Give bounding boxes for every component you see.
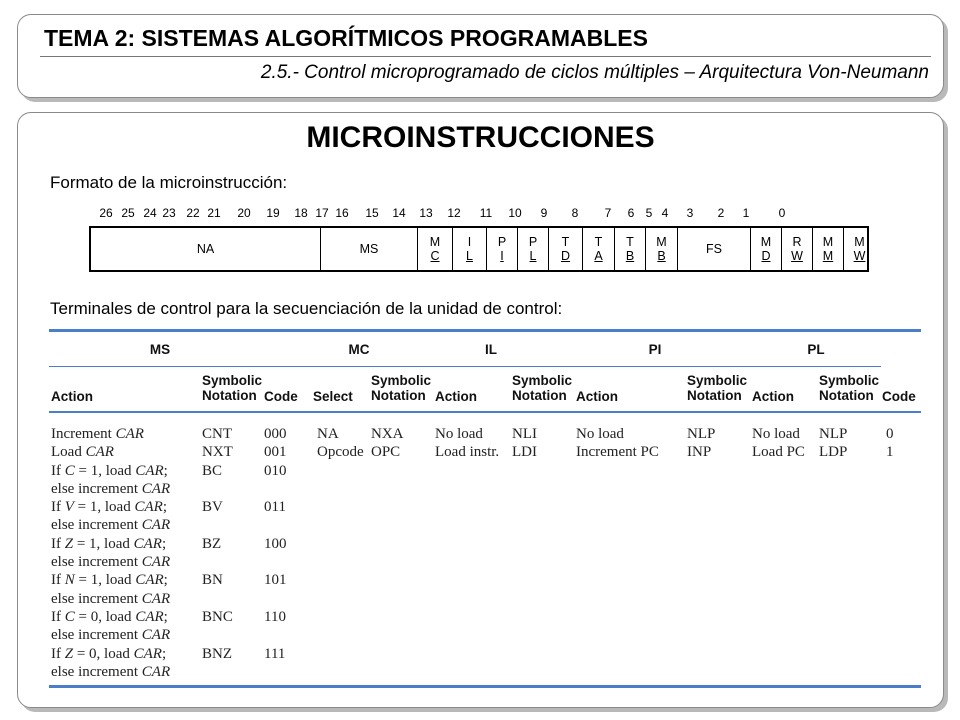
section-subtitle: 2.5.- Control microprogramado de ciclos múltiples – Arquitectura Von-Neumann — [260, 62, 929, 83]
pl-action-column — [752, 425, 805, 462]
bit-number: 9 — [540, 206, 548, 220]
bit-number: 20 — [237, 206, 251, 220]
bit-number: 6 — [627, 206, 635, 220]
field-mm: M M — [813, 228, 844, 270]
pi-symbolic-column — [687, 425, 715, 462]
topic-title: TEMA 2: SISTEMAS ALGORÍTMICOS PROGRAMABLES — [44, 25, 648, 51]
table-cell: If Z = 1, load CAR; — [51, 535, 167, 552]
table-cell: 011 — [264, 499, 286, 516]
table-cell: CNT — [202, 426, 232, 442]
field-td: T D — [549, 228, 583, 270]
table-cell: LDI — [512, 444, 537, 461]
table-cell: Opcode — [317, 444, 364, 461]
bit-number: 25 — [121, 206, 135, 220]
bit-number: 21 — [207, 206, 221, 220]
ms-symbolic-column — [202, 425, 233, 663]
col-header-code: Code — [882, 389, 916, 404]
bit-number: 10 — [508, 206, 522, 220]
bit-number: 1 — [742, 206, 750, 220]
table-cell: 110 — [264, 608, 286, 625]
table-cell: 000 — [264, 426, 287, 442]
bit-number: 14 — [392, 206, 406, 220]
bit-number: 22 — [186, 206, 200, 220]
pl-symbolic-column — [819, 425, 847, 462]
col-header-pl-symbolic: Symbolic Notation — [819, 373, 880, 403]
bit-number: 18 — [294, 206, 308, 220]
ms-code-column — [264, 425, 287, 663]
field-na: NA — [91, 228, 321, 270]
mc-symbolic-column — [371, 425, 404, 462]
bit-number: 4 — [661, 206, 669, 220]
table-cell: NLP — [819, 426, 848, 442]
field-rw: R W — [782, 228, 813, 270]
table-rule — [49, 685, 921, 688]
col-header-ms-action: Action — [51, 389, 93, 404]
table-cell: BC — [202, 462, 223, 479]
table-rule — [49, 411, 921, 413]
col-header-il-action: Action — [435, 389, 477, 404]
table-rule — [49, 366, 881, 367]
table-cell: No load — [752, 426, 800, 442]
table-cell: 010 — [264, 462, 287, 479]
bit-number: 7 — [604, 206, 612, 220]
bit-number: 13 — [419, 206, 433, 220]
il-action-column — [435, 425, 499, 462]
field-ta: T A — [583, 228, 615, 270]
col-header-il-symbolic: Symbolic Notation — [512, 373, 573, 403]
group-header-pi: PI — [648, 342, 662, 357]
col-header-pl-action: Action — [752, 389, 794, 404]
table-cell: else increment CAR — [51, 663, 171, 680]
field-fs: FS — [678, 228, 751, 270]
table-cell: 0 — [886, 426, 894, 442]
field-pl: P L — [518, 228, 549, 270]
table-cell: else increment CAR — [51, 480, 171, 497]
table-cell: OPC — [371, 444, 401, 461]
table-cell: Load instr. — [435, 444, 500, 461]
bit-number: 15 — [365, 206, 379, 220]
table-cell: If N = 1, load CAR; — [51, 572, 168, 589]
pi-action-column — [576, 425, 659, 462]
field-tb: T B — [615, 228, 646, 270]
slide-title: MICROINSTRUCCIONES — [306, 121, 655, 154]
col-header-pi-symbolic: Symbolic Notation — [687, 373, 748, 403]
bit-number: 8 — [571, 206, 579, 220]
table-cell: Increment PC — [576, 444, 659, 461]
microinstruction-format — [89, 226, 869, 272]
col-header-ms-symbolic: Symbolic Notation — [202, 373, 263, 403]
table-cell: If C = 1, load CAR; — [51, 462, 168, 479]
field-il: I L — [453, 228, 487, 270]
table-cell: No load — [435, 426, 483, 442]
control-terminals-label: Terminales de control para la secuenciación de la unidad de control: — [50, 299, 563, 318]
table-cell: BNC — [202, 608, 233, 625]
bit-number: 23 — [162, 206, 176, 220]
table-cell: else increment CAR — [51, 627, 171, 644]
ms-action-column — [51, 425, 170, 681]
table-cell: else increment CAR — [51, 554, 171, 571]
table-cell: Increment CAR — [51, 426, 144, 442]
field-mw: M W — [853, 235, 866, 263]
field-pi: P I — [487, 228, 518, 270]
bit-number: 12 — [447, 206, 461, 220]
table-cell: INP — [687, 444, 712, 461]
table-cell: NLP — [687, 426, 716, 442]
bit-number: 0 — [778, 206, 786, 220]
group-header-il: IL — [485, 342, 497, 357]
table-cell: Load CAR — [51, 444, 114, 461]
table-cell: BNZ — [202, 645, 232, 662]
pl-code-column — [886, 425, 894, 462]
table-cell: 111 — [264, 645, 286, 662]
mc-select-column — [317, 425, 364, 462]
table-cell: NLI — [512, 426, 537, 442]
group-header-ms: MS — [149, 342, 171, 357]
header-panel — [17, 14, 944, 98]
bit-number: 5 — [645, 206, 653, 220]
content-panel — [17, 112, 944, 708]
table-cell: BZ — [202, 535, 222, 552]
table-cell: Load PC — [752, 444, 805, 461]
field-md: M D — [751, 228, 782, 270]
table-cell: 101 — [264, 572, 287, 589]
bit-number: 2 — [717, 206, 725, 220]
field-mb: M B — [646, 228, 678, 270]
col-header-mc-select: Select — [313, 389, 353, 404]
table-cell: else increment CAR — [51, 517, 171, 534]
col-header-mc-symbolic: Symbolic Notation — [371, 373, 432, 403]
group-header-mc: MC — [348, 342, 370, 357]
header-divider — [40, 56, 931, 57]
bit-number: 16 — [335, 206, 349, 220]
table-cell: If Z = 0, load CAR; — [51, 645, 167, 662]
table-cell: 100 — [264, 535, 287, 552]
col-header-pi-action: Action — [576, 389, 618, 404]
table-cell: 001 — [264, 444, 287, 461]
bit-number-row — [18, 206, 945, 222]
table-cell: If C = 0, load CAR; — [51, 608, 168, 625]
field-mc: M C — [418, 228, 453, 270]
table-cell: BV — [202, 499, 223, 516]
table-cell: BN — [202, 572, 223, 589]
col-header-ms-code: Code — [264, 389, 298, 404]
table-cell: LDP — [819, 444, 848, 461]
table-cell: If V = 1, load CAR; — [51, 499, 167, 516]
table-cell: else increment CAR — [51, 590, 171, 607]
table-rule — [49, 329, 921, 332]
table-cell: NXT — [202, 444, 233, 461]
bit-number: 11 — [479, 206, 493, 220]
field-ms: MS — [321, 228, 418, 270]
bit-number: 17 — [315, 206, 329, 220]
bit-number: 19 — [266, 206, 280, 220]
sequencing-table — [49, 329, 921, 689]
format-label: Formato de la microinstrucción: — [50, 173, 288, 192]
il-symbolic-column — [512, 425, 537, 462]
table-cell: NA — [317, 426, 339, 442]
table-cell: 1 — [886, 444, 894, 461]
group-header-pl: PL — [807, 342, 825, 357]
bit-number: 3 — [686, 206, 694, 220]
bit-number: 26 — [99, 206, 113, 220]
bit-number: 24 — [143, 206, 157, 220]
table-cell: No load — [576, 426, 624, 442]
table-cell: NXA — [371, 426, 404, 442]
